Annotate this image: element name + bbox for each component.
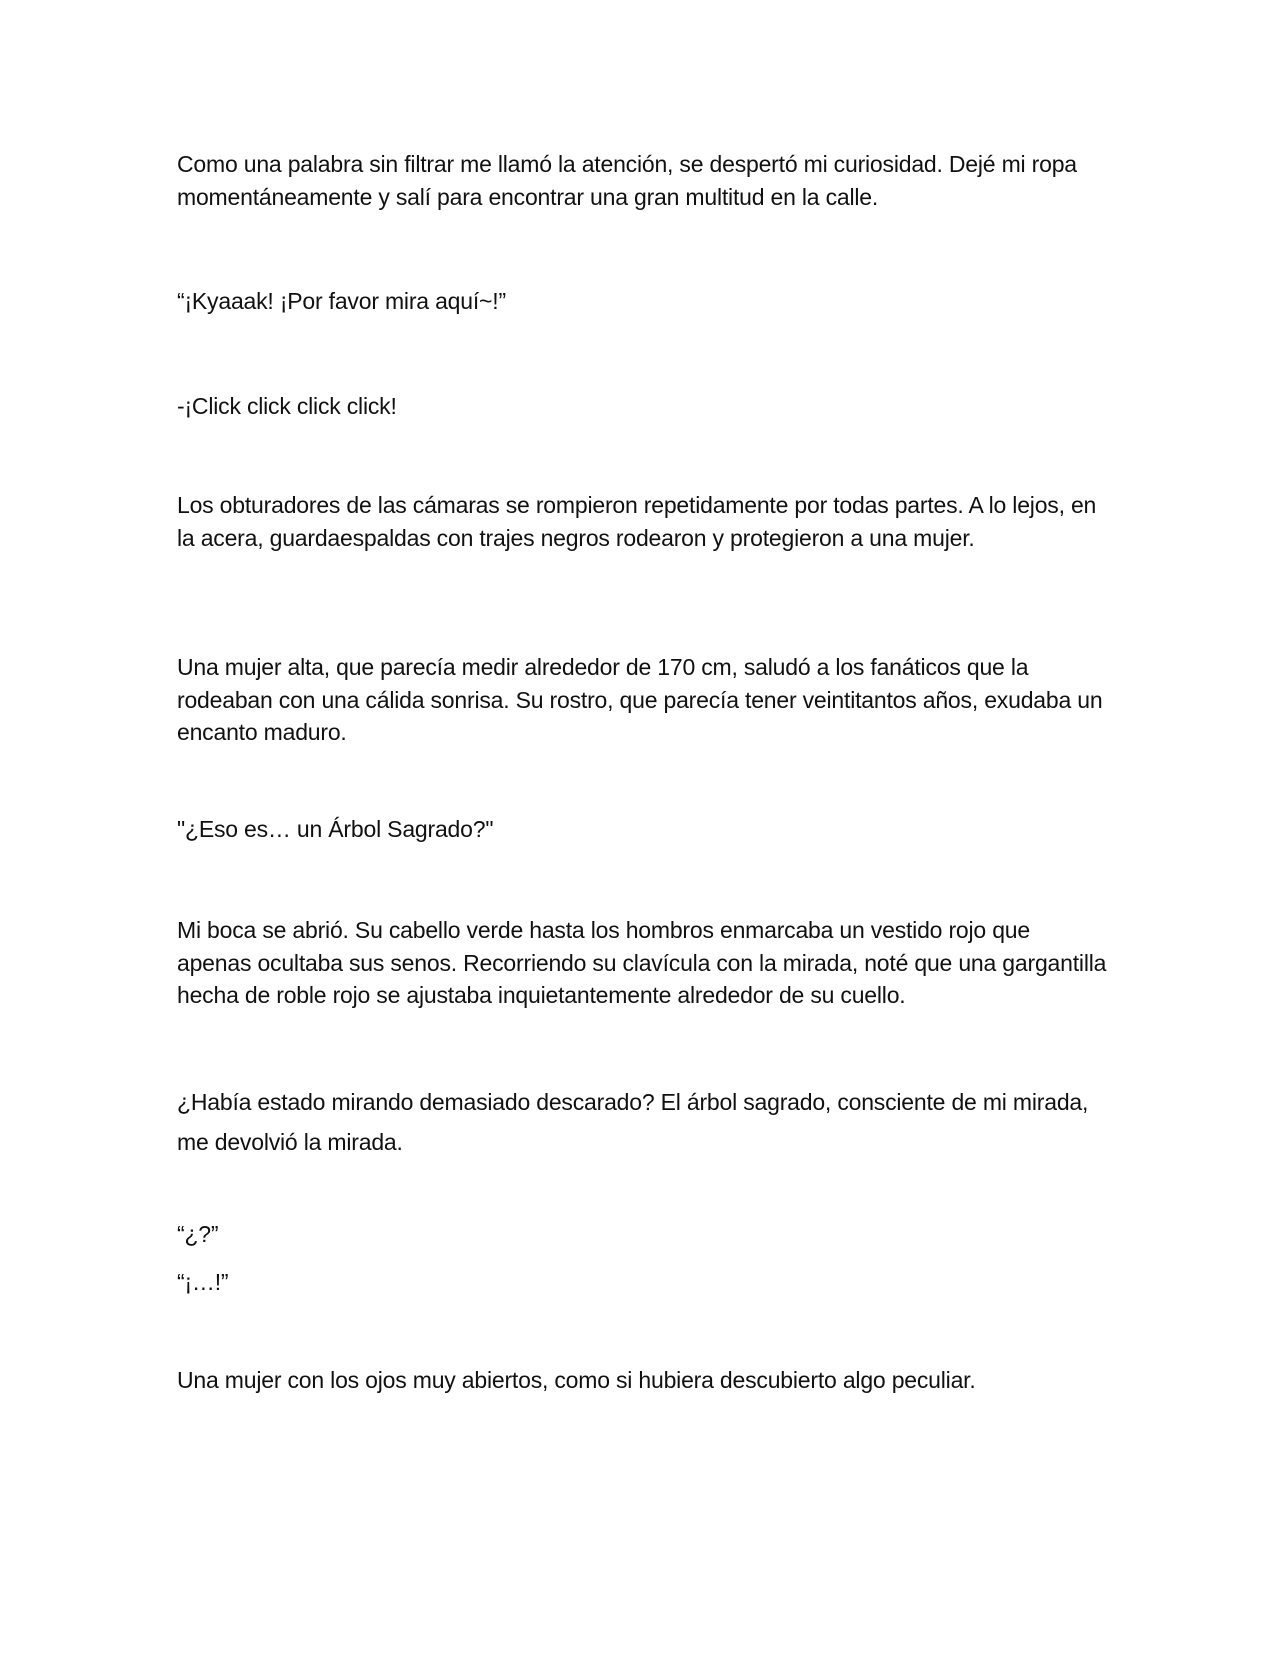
paragraph-staring: ¿Había estado mirando demasiado descarado? El árbol sagrado, consciente de mi mirada, me devolvió la mirada.	[177, 1089, 1089, 1155]
paragraph-wide-eyes: Una mujer con los ojos muy abiertos, como si hubiera descubierto algo peculiar.	[177, 1367, 976, 1393]
paragraph-question-mark: “¿?”	[177, 1221, 219, 1247]
paragraph-exclamation: “¡…!”	[177, 1269, 229, 1295]
paragraph-kyaaak: “¡Kyaaak! ¡Por favor mira aquí~!”	[177, 288, 506, 314]
paragraph-sacred-tree-q: "¿Eso es… un Árbol Sagrado?"	[177, 816, 494, 842]
paragraph-camera-shutters: Los obturadores de las cámaras se rompieron repetidamente por todas partes. A lo lejos, en la acera, guardaespaldas con trajes negros rodearon y protegieron a una mujer.	[177, 492, 1097, 551]
paragraph-click: -¡Click click click click!	[177, 393, 397, 419]
paragraph-tall-woman: Una mujer alta, que parecía medir alrededor de 170 cm, saludó a los fanáticos que la rodeaban con una cálida sonrisa. Su rostro, que parecía tener veintitantos años, exudaba un encanto maduro.	[177, 654, 1103, 745]
paragraph-mouth-opened: Mi boca se abrió. Su cabello verde hasta los hombros enmarcaba un vestido rojo que apenas ocultaba sus senos. Recorriendo su clavícula con la mirada, noté que una gargantilla hecha de roble rojo se ajustaba inquietantemente alrededor de su cuello.	[177, 917, 1107, 1008]
paragraph-curiosity: Como una palabra sin filtrar me llamó la atención, se despertó mi curiosidad. Dejé mi ropa momentáneamente y salí para encontrar una gran multitud en la calle.	[177, 151, 1077, 210]
